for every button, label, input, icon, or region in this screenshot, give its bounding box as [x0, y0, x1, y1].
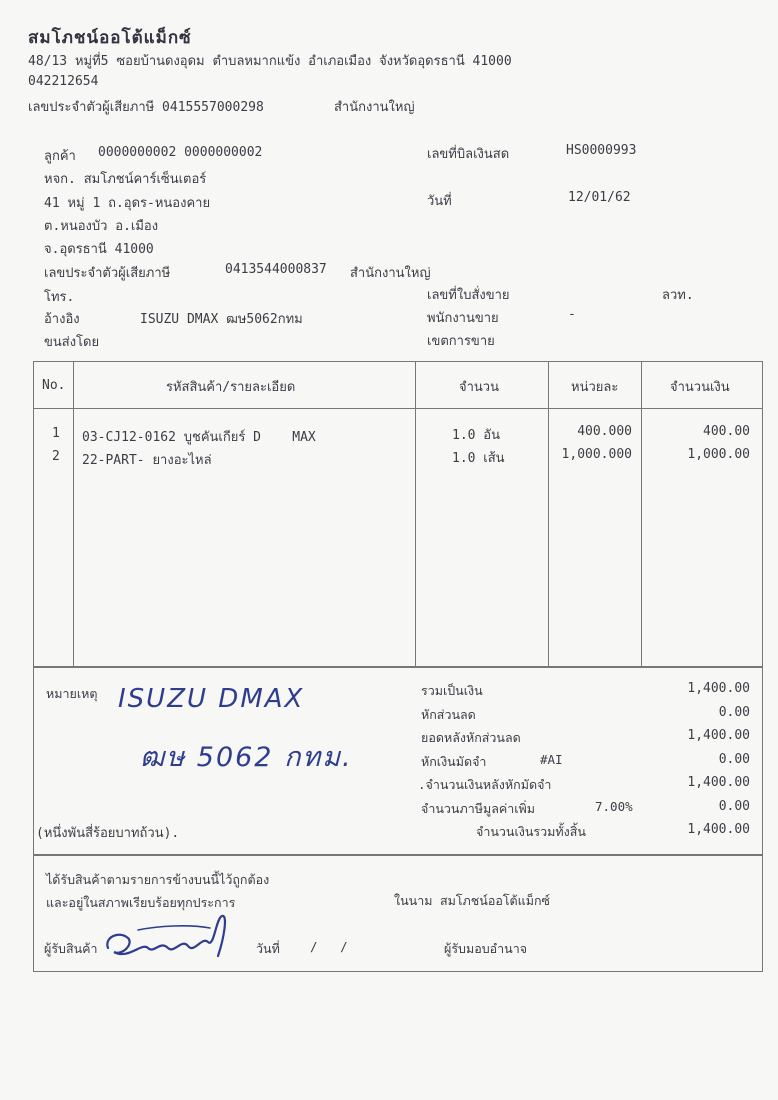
row-amount: 400.00: [703, 424, 750, 439]
customer-phone-label: โทร.: [44, 290, 75, 305]
header-no: No.: [42, 378, 66, 393]
customer-address-2: ต.หนองบัว อ.เมือง: [44, 219, 159, 234]
customer-address-3: จ.อุดรธานี 41000: [44, 242, 154, 257]
summary-label: หักเงินมัดจำ: [421, 754, 487, 769]
customer-ref-value: ISUZU DMAX ฒษ5062กทม: [140, 312, 303, 327]
summary-label: หักส่วนลด: [421, 707, 476, 722]
summary-label: ยอดหลังหักส่วนลด: [421, 730, 521, 745]
summary-value: 0.00: [718, 752, 750, 767]
footer-date-label: วันที่: [256, 941, 280, 956]
row-amount: 1,000.00: [687, 447, 750, 462]
date-label: วันที่: [427, 194, 452, 209]
doc-date: 12/01/62: [568, 190, 631, 205]
col-divider: [73, 361, 74, 667]
po-label: เลขที่ใบสั่งขาย: [427, 288, 510, 303]
customer-label: ลูกค้า: [44, 149, 76, 164]
row-description: 22-PART- ยางอะไหล่: [82, 453, 212, 468]
row-no: 1: [52, 426, 60, 441]
summary-extra: 7.00%: [595, 799, 633, 814]
remark-handwriting-1: ISUZU DMAX: [118, 684, 305, 714]
sales-label: พนักงานขาย: [427, 311, 499, 326]
header-unit-price: หน่วยละ: [571, 380, 619, 395]
header-quantity: จำนวน: [459, 380, 499, 395]
col-divider: [548, 361, 549, 667]
summary-label: จำนวนภาษีมูลค่าเพิ่ม: [421, 801, 535, 816]
ship-label: ขนส่งโดย: [44, 335, 100, 350]
col-divider: [641, 361, 642, 667]
header-description: รหัสสินค้า/รายละเอียด: [166, 380, 296, 395]
row-unit-price: 1,000.000: [561, 447, 632, 462]
summary-label: .จำนวนเงินหลังหักมัดจำ: [418, 777, 552, 792]
row-description: 03-CJ12-0162 บูชคันเกียร์ D MAX: [82, 430, 316, 445]
row-quantity: 1.0 เส้น: [452, 451, 505, 466]
summary-value: 1,400.00: [687, 822, 750, 837]
summary-value: 1,400.00: [687, 681, 750, 696]
received-line-1: ได้รับสินค้าตามรายการข้างบนนี้ไว้ถูกต้อง: [46, 872, 270, 887]
summary-value: 0.00: [718, 705, 750, 720]
authorized-signature-label: ผู้รับมอบอำนาจ: [444, 941, 528, 956]
bill-label: เลขที่บิลเงินสด: [427, 147, 510, 162]
remark-label: หมายเหตุ: [46, 686, 98, 701]
bill-number: HS0000993: [566, 143, 637, 158]
company-tax-id: เลขประจำตัวผู้เสียภาษี 0415557000298: [28, 100, 264, 115]
receiver-label: ผู้รับสินค้า: [44, 941, 98, 956]
summary-label: จำนวนเงินรวมทั้งสิ้น: [476, 824, 586, 839]
company-branch: สำนักงานใหญ่: [334, 100, 415, 115]
amount-in-words: (หนึ่งพันสี่ร้อยบาทถ้วน).: [36, 826, 180, 841]
customer-name: หจก. สมโภชน์คาร์เซ็นเตอร์: [44, 172, 207, 187]
row-unit-price: 400.000: [577, 424, 632, 439]
area-label: เขตการขาย: [427, 334, 495, 349]
company-phone: 042212654: [28, 74, 99, 89]
on-behalf-of: ในนาม สมโภชน์ออโต้แม็กซ์: [394, 893, 551, 908]
row-no: 2: [52, 449, 60, 464]
customer-ref-label: อ้างอิง: [44, 312, 80, 327]
table-header-rule: [33, 408, 762, 409]
po-value: ลวท.: [662, 288, 694, 303]
company-address: 48/13 หมู่ที่5 ซอยบ้านดงอุดม ตำบลหมากแข้ง อำเภอเมือง จังหวัดอุดรธานี 41000: [28, 54, 512, 69]
customer-tax-label: เลขประจำตัวผู้เสียภาษี: [44, 266, 171, 281]
summary-label: รวมเป็นเงิน: [421, 683, 483, 698]
header-amount: จำนวนเงิน: [670, 380, 730, 395]
summary-value: 1,400.00: [687, 728, 750, 743]
customer-branch: สำนักงานใหญ่: [350, 266, 431, 281]
company-name: สมโภชน์ออโต้แม็กซ์: [28, 28, 192, 48]
sales-value: -: [568, 307, 576, 322]
row-quantity: 1.0 อัน: [452, 428, 501, 443]
col-divider: [415, 361, 416, 667]
received-line-2: และอยู่ในสภาพเรียบร้อยทุกประการ: [46, 895, 236, 910]
customer-code: 0000000002 0000000002: [98, 145, 263, 160]
summary-extra: #AI: [540, 752, 563, 767]
customer-address-1: 41 หมู่ 1 ถ.อุดร-หนองคาย: [44, 196, 211, 211]
summary-value: 1,400.00: [687, 775, 750, 790]
remark-handwriting-2: ฒษ 5062 กทม.: [140, 742, 353, 773]
receiver-signature: [98, 908, 248, 968]
summary-value: 0.00: [718, 799, 750, 814]
footer-date-blank: / /: [310, 939, 348, 954]
customer-tax-id: 0413544000837: [225, 262, 327, 277]
